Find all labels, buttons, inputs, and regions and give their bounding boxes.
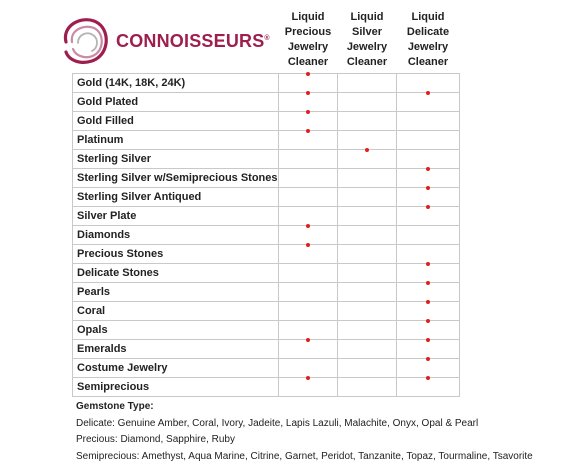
table-row [73, 93, 460, 112]
table-row [73, 207, 460, 226]
row-label: Platinum [73, 131, 279, 150]
mark-cell [338, 131, 397, 150]
gemstone-delicate: Delicate: Genuine Amber, Coral, Ivory, Jadeite, Lapis Lazuli, Malachite, Onyx, Opal & Pearl [76, 417, 479, 429]
table-row [73, 169, 460, 188]
brand-name: CONNOISSEURS® [116, 31, 270, 51]
recommended-dot-icon [306, 129, 310, 133]
mark-cell [397, 283, 460, 302]
recommended-dot-icon [426, 167, 430, 171]
mark-cell [279, 150, 338, 169]
mark-cell [279, 359, 338, 378]
row-label: Gold Filled [73, 112, 279, 131]
table-row [73, 321, 460, 340]
mark-cell [338, 93, 397, 112]
mark-cell [338, 359, 397, 378]
recommended-dot-icon [306, 243, 310, 247]
mark-cell [397, 150, 460, 169]
gemstone-semiprecious: Semiprecious: Amethyst, Aqua Marine, Citrine, Garnet, Peridot, Tanzanite, Topaz, Tourmaline, Tsavorite [76, 450, 533, 462]
row-label: Sterling Silver [73, 150, 279, 169]
mark-cell [279, 74, 338, 93]
recommended-dot-icon [426, 205, 430, 209]
registered-mark: ® [264, 35, 270, 42]
table-row [73, 226, 460, 245]
column-header-precious [279, 10, 338, 74]
column-header-line: Jewelry [407, 41, 449, 53]
gemstone-title: Gemstone Type: [76, 401, 154, 412]
mark-cell [279, 378, 338, 397]
mark-cell [279, 207, 338, 226]
row-label: Costume Jewelry [73, 359, 279, 378]
table-body [73, 74, 460, 397]
row-label: Gold (14K, 18K, 24K) [73, 74, 279, 93]
mark-cell [397, 93, 460, 112]
mark-cell [338, 150, 397, 169]
column-header-line: Jewelry [346, 41, 388, 53]
mark-cell [397, 112, 460, 131]
row-label: Sterling Silver w/Semiprecious Stones [73, 169, 279, 188]
mark-cell [338, 378, 397, 397]
row-label: Coral [73, 302, 279, 321]
mark-cell [279, 245, 338, 264]
recommended-dot-icon [426, 281, 430, 285]
row-label: Pearls [73, 283, 279, 302]
mark-cell [338, 207, 397, 226]
column-header-line: Precious [284, 26, 332, 38]
table-row [73, 264, 460, 283]
table-row [73, 188, 460, 207]
recommended-dot-icon [426, 91, 430, 95]
row-label: Sterling Silver Antiqued [73, 188, 279, 207]
mark-cell [279, 283, 338, 302]
table-row [73, 378, 460, 397]
header-blank-cell [73, 10, 279, 74]
table-row [73, 340, 460, 359]
row-label: Emeralds [73, 340, 279, 359]
mark-cell [397, 321, 460, 340]
table-header-row [73, 10, 460, 74]
recommended-dot-icon [426, 186, 430, 190]
mark-cell [397, 378, 460, 397]
mark-cell [338, 188, 397, 207]
column-header-line: Jewelry [287, 41, 329, 53]
gemstone-notes [76, 399, 566, 465]
mark-cell [279, 93, 338, 112]
mark-cell [338, 264, 397, 283]
mark-cell [338, 112, 397, 131]
recommended-dot-icon [426, 376, 430, 380]
table-row [73, 245, 460, 264]
table-row [73, 74, 460, 93]
mark-cell [338, 169, 397, 188]
recommended-dot-icon [426, 262, 430, 266]
mark-cell [397, 340, 460, 359]
mark-cell [338, 302, 397, 321]
mark-cell [338, 74, 397, 93]
recommended-dot-icon [365, 148, 369, 152]
mark-cell [338, 321, 397, 340]
mark-cell [397, 359, 460, 378]
row-label: Silver Plate [73, 207, 279, 226]
column-header-delicate [397, 10, 460, 74]
mark-cell [279, 264, 338, 283]
row-label: Precious Stones [73, 245, 279, 264]
column-header-line: Delicate [406, 26, 450, 38]
mark-cell [279, 302, 338, 321]
recommended-dot-icon [426, 357, 430, 361]
row-label: Gold Plated [73, 93, 279, 112]
mark-cell [279, 112, 338, 131]
row-label: Semiprecious [73, 378, 279, 397]
mark-cell [397, 131, 460, 150]
recommended-dot-icon [426, 338, 430, 342]
column-header-line: Cleaner [287, 56, 329, 68]
mark-cell [279, 188, 338, 207]
table-row [73, 302, 460, 321]
row-label: Diamonds [73, 226, 279, 245]
row-label: Delicate Stones [73, 264, 279, 283]
table-row [73, 150, 460, 169]
mark-cell [279, 226, 338, 245]
mark-cell [397, 169, 460, 188]
column-header-line: Liquid [411, 11, 445, 23]
recommended-dot-icon [306, 72, 310, 76]
column-header-line: Cleaner [346, 56, 388, 68]
recommended-dot-icon [306, 338, 310, 342]
mark-cell [397, 245, 460, 264]
mark-cell [279, 340, 338, 359]
table-row [73, 131, 460, 150]
row-label: Opals [73, 321, 279, 340]
mark-cell [338, 340, 397, 359]
recommended-dot-icon [426, 300, 430, 304]
table-row [73, 359, 460, 378]
recommended-dot-icon [306, 224, 310, 228]
gemstone-precious: Precious: Diamond, Sapphire, Ruby [76, 434, 235, 445]
mark-cell [279, 169, 338, 188]
column-header-silver [338, 10, 397, 74]
mark-cell [397, 188, 460, 207]
table-row [73, 112, 460, 131]
mark-cell [279, 131, 338, 150]
mark-cell [338, 283, 397, 302]
mark-cell [397, 302, 460, 321]
column-header-line: Liquid [350, 11, 384, 23]
recommended-dot-icon [306, 91, 310, 95]
column-header-line: Liquid [291, 11, 325, 23]
mark-cell [397, 264, 460, 283]
recommended-dot-icon [426, 319, 430, 323]
mark-cell [338, 245, 397, 264]
mark-cell [397, 74, 460, 93]
mark-cell [397, 226, 460, 245]
recommended-dot-icon [306, 110, 310, 114]
column-header-line: Silver [352, 26, 382, 38]
mark-cell [279, 321, 338, 340]
cleaner-compatibility-table [72, 10, 460, 397]
table-row [73, 283, 460, 302]
mark-cell [397, 207, 460, 226]
recommended-dot-icon [306, 376, 310, 380]
column-header-line: Cleaner [407, 56, 449, 68]
mark-cell [338, 226, 397, 245]
